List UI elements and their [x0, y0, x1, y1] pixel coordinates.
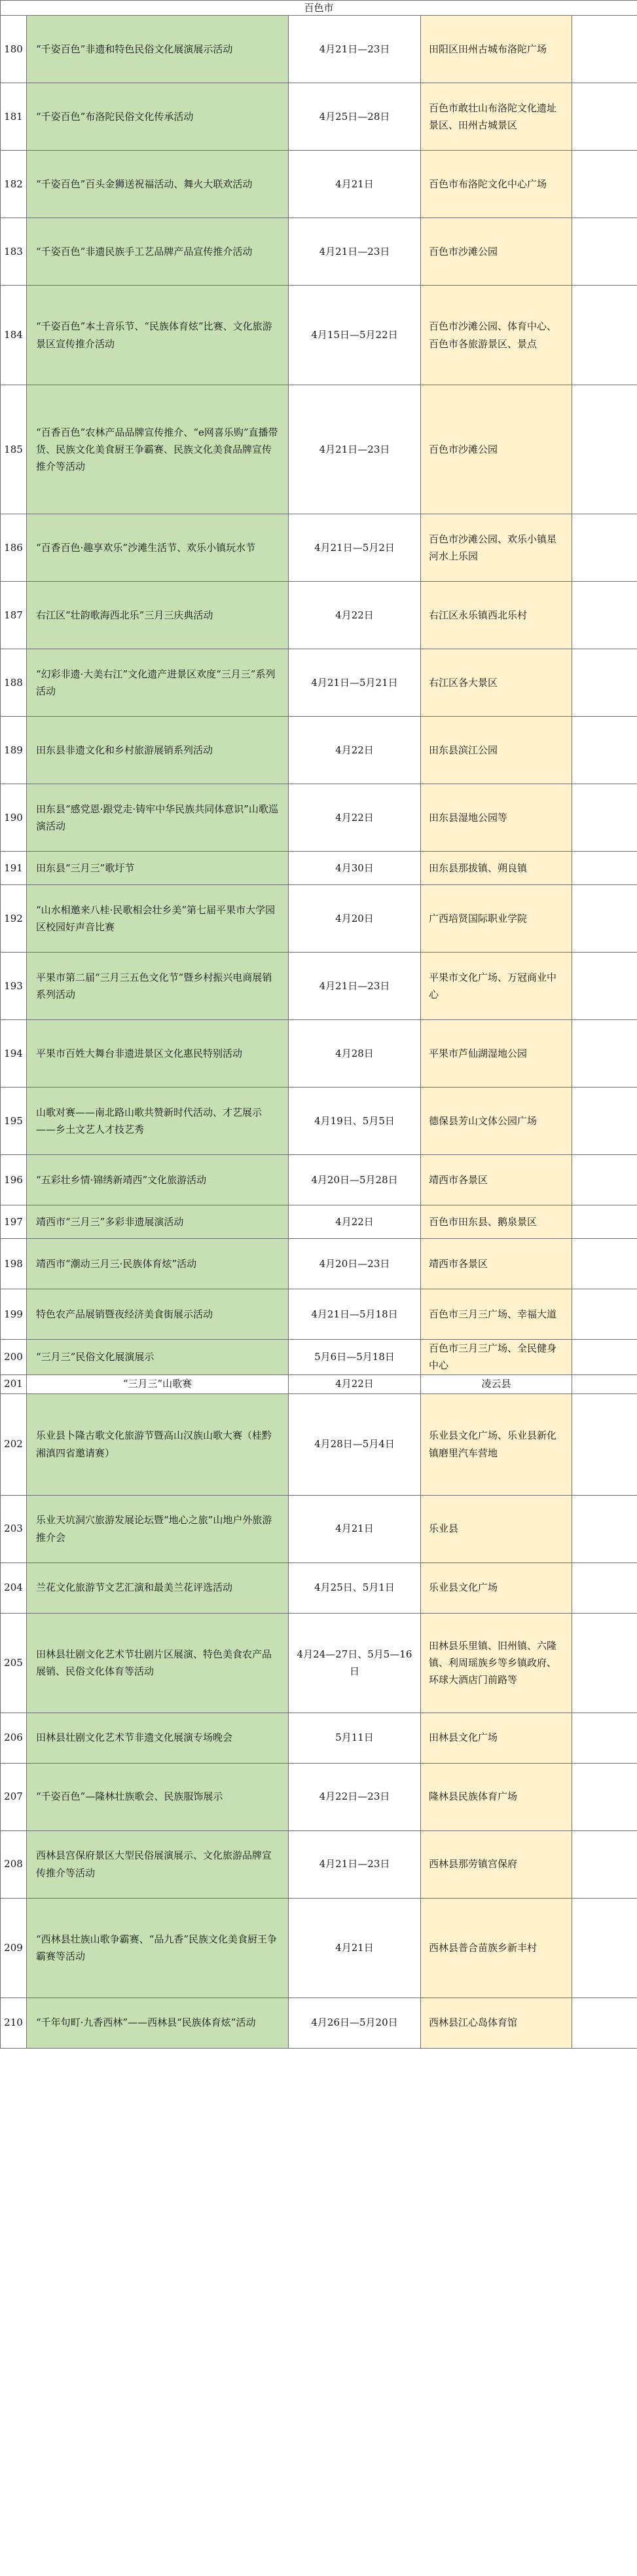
row-number: 186 [1, 514, 27, 582]
empty-cell [572, 1289, 637, 1340]
event-name: “西林县壮族山歌争霸赛、“品九香”民族文化美食厨王争霸赛等活动 [27, 1898, 289, 1998]
empty-cell [572, 1998, 637, 2048]
event-date: 4月28日—5月4日 [289, 1393, 421, 1495]
event-name: “千姿百色”百头金狮送祝福活动、舞火大联欢活动 [27, 151, 289, 218]
event-name: “三月三”山歌赛 [27, 1374, 289, 1393]
row-number: 193 [1, 953, 27, 1020]
event-date: 4月24—27日、5月5—16日 [289, 1613, 421, 1713]
row-number: 188 [1, 649, 27, 717]
event-name: “三月三”民俗文化展演展示 [27, 1340, 289, 1375]
event-venue: 隆林县民族体育广场 [421, 1763, 572, 1830]
event-date: 4月21日—23日 [289, 1830, 421, 1898]
event-date: 4月22日—23日 [289, 1763, 421, 1830]
event-name: “千姿百色”非遗和特色民俗文化展演展示活动 [27, 16, 289, 83]
event-name: 田东县非遗文化和乡村旅游展销系列活动 [27, 717, 289, 784]
row-number: 185 [1, 385, 27, 514]
event-name: “百香百色·趣享欢乐”沙滩生活节、欢乐小镇玩水节 [27, 514, 289, 582]
row-number: 202 [1, 1393, 27, 1495]
table-row [1, 784, 637, 852]
event-name: “幻彩非遗·大美右江”文化遗产进景区欢度“三月三”系列活动 [27, 649, 289, 717]
event-name: “千姿百色”本土音乐节、“民族体育炫”比赛、文化旅游景区宣传推介活动 [27, 286, 289, 385]
event-venue: 德保县芳山文体公园广场 [421, 1088, 572, 1155]
event-date: 4月22日 [289, 1374, 421, 1393]
event-name: “千姿百色”布洛陀民俗文化传承活动 [27, 83, 289, 151]
empty-cell [572, 1495, 637, 1563]
event-date: 4月21日—5月21日 [289, 649, 421, 717]
table-row [1, 1998, 637, 2048]
table-row [1, 1155, 637, 1205]
table-row [1, 1613, 637, 1713]
event-venue: 百色市沙滩公园 [421, 218, 572, 286]
row-number: 203 [1, 1495, 27, 1563]
empty-cell [572, 717, 637, 784]
event-date: 4月15日—5月22日 [289, 286, 421, 385]
row-number: 181 [1, 83, 27, 151]
event-venue: 百色市布洛陀文化中心广场 [421, 151, 572, 218]
event-name: “千姿百色”—隆林壮族歌会、民族服饰展示 [27, 1763, 289, 1830]
row-number: 199 [1, 1289, 27, 1340]
table-row [1, 286, 637, 385]
event-date: 4月21日—5月18日 [289, 1289, 421, 1340]
table-row [1, 385, 637, 514]
event-venue: 田东县那拔镇、朔良镇 [421, 852, 572, 885]
event-name: “五彩壮乡情·锦绣新靖西”文化旅游活动 [27, 1155, 289, 1205]
table-row [1, 1020, 637, 1088]
event-date: 4月21日—23日 [289, 385, 421, 514]
event-date: 4月21日—23日 [289, 953, 421, 1020]
empty-cell [572, 1763, 637, 1830]
event-name: 田东县“三月三”歌圩节 [27, 852, 289, 885]
event-venue: 百色市三月三广场、全民健身中心 [421, 1340, 572, 1375]
event-venue: 右江区永乐镇西北乐村 [421, 582, 572, 649]
row-number: 197 [1, 1205, 27, 1239]
row-number: 190 [1, 784, 27, 852]
event-name: 西林县宫保府景区大型民俗展演展示、文化旅游品牌宣传推介等活动 [27, 1830, 289, 1898]
event-name: 右江区“壮韵歌海西北乐”三月三庆典活动 [27, 582, 289, 649]
event-date: 4月22日 [289, 1205, 421, 1239]
row-number: 206 [1, 1713, 27, 1763]
empty-cell [572, 1205, 637, 1239]
table-row [1, 852, 637, 885]
event-name: 乐业天坑洞穴旅游发展论坛暨“地心之旅”山地户外旅游推介会 [27, 1495, 289, 1563]
row-number: 204 [1, 1563, 27, 1613]
event-date: 5月11日 [289, 1713, 421, 1763]
row-number: 198 [1, 1239, 27, 1289]
row-number: 191 [1, 852, 27, 885]
event-date: 4月20日 [289, 885, 421, 953]
event-name: “千姿百色”非遗民族手工艺品牌产品宣传推介活动 [27, 218, 289, 286]
event-venue: 凌云县 [421, 1374, 572, 1393]
row-number: 201 [1, 1374, 27, 1393]
empty-cell [572, 852, 637, 885]
row-number: 210 [1, 1998, 27, 2048]
empty-cell [572, 151, 637, 218]
event-name: 平果市百姓大舞台非遗进景区文化惠民特别活动 [27, 1020, 289, 1088]
table-row [1, 1713, 637, 1763]
event-name: 兰花文化旅游节文艺汇演和最美兰花评选活动 [27, 1563, 289, 1613]
row-number: 208 [1, 1830, 27, 1898]
event-venue: 田阳区田州古城布洛陀广场 [421, 16, 572, 83]
event-name: 乐业县卜隆古歌文化旅游节暨高山汉族山歌大赛（桂黔湘滇四省邀请赛） [27, 1393, 289, 1495]
table-row [1, 83, 637, 151]
event-name: “千年句町·九香西林”——西林县“民族体育炫”活动 [27, 1998, 289, 2048]
event-venue: 百色市沙滩公园 [421, 385, 572, 514]
city-header-row [1, 1, 637, 16]
event-venue: 百色市田东县、鹅泉景区 [421, 1205, 572, 1239]
table-row [1, 582, 637, 649]
event-venue: 西林县江心岛体育馆 [421, 1998, 572, 2048]
event-venue: 百色市沙滩公园、欢乐小镇星河水上乐园 [421, 514, 572, 582]
event-name: 靖西市“三月三”多彩非遗展演活动 [27, 1205, 289, 1239]
empty-cell [572, 1830, 637, 1898]
empty-cell [572, 1088, 637, 1155]
table-row [1, 1205, 637, 1239]
event-name: 靖西市“潮动三月三·民族体育炫”活动 [27, 1239, 289, 1289]
empty-cell [572, 1898, 637, 1998]
table-row [1, 1830, 637, 1898]
row-number: 189 [1, 717, 27, 784]
empty-cell [572, 1340, 637, 1375]
event-date: 4月28日 [289, 1020, 421, 1088]
event-venue: 田东县湿地公园等 [421, 784, 572, 852]
table-row [1, 885, 637, 953]
row-number: 196 [1, 1155, 27, 1205]
event-venue: 广西培贤国际职业学院 [421, 885, 572, 953]
event-date: 4月25日、5月1日 [289, 1563, 421, 1613]
event-date: 4月21日 [289, 1495, 421, 1563]
row-number: 194 [1, 1020, 27, 1088]
table-row [1, 218, 637, 286]
row-number: 195 [1, 1088, 27, 1155]
event-venue: 靖西市各景区 [421, 1239, 572, 1289]
event-name: 山歌对赛——南北路山歌共赞新时代活动、才艺展示——乡土文艺人才技艺秀 [27, 1088, 289, 1155]
table-row [1, 1374, 637, 1393]
event-venue: 田林县乐里镇、旧州镇、六隆镇、利周瑶族乡等乡镇政府、环球大酒店门前路等 [421, 1613, 572, 1713]
empty-cell [572, 1155, 637, 1205]
empty-cell [572, 218, 637, 286]
event-date: 4月26日—5月20日 [289, 1998, 421, 2048]
empty-cell [572, 1393, 637, 1495]
row-number: 180 [1, 16, 27, 83]
row-number: 192 [1, 885, 27, 953]
event-venue: 田东县滨江公园 [421, 717, 572, 784]
table-row [1, 1763, 637, 1830]
empty-cell [572, 1239, 637, 1289]
event-date: 4月25日—28日 [289, 83, 421, 151]
event-name: 田林县壮剧文化艺术节壮剧片区展演、特色美食农产品展销、民俗文化体育等活动 [27, 1613, 289, 1713]
event-name: “山水相邀来八桂·民歌相会壮乡美”第七届平果市大学园区校园好声音比赛 [27, 885, 289, 953]
empty-cell [572, 1374, 637, 1393]
event-date: 4月30日 [289, 852, 421, 885]
row-number: 200 [1, 1340, 27, 1375]
table-row [1, 953, 637, 1020]
event-name: 特色农产品展销暨夜经济美食街展示活动 [27, 1289, 289, 1340]
event-date: 4月22日 [289, 582, 421, 649]
event-venue: 乐业县文化广场、乐业县新化镇磨里汽车营地 [421, 1393, 572, 1495]
event-date: 4月19日、5月5日 [289, 1088, 421, 1155]
row-number: 183 [1, 218, 27, 286]
row-number: 187 [1, 582, 27, 649]
table-row [1, 1495, 637, 1563]
event-name: 平果市第二届“三月三五色文化节”暨乡村振兴电商展销系列活动 [27, 953, 289, 1020]
event-venue: 右江区各大景区 [421, 649, 572, 717]
table-row [1, 1898, 637, 1998]
table-row [1, 1563, 637, 1613]
event-date: 4月20日—5月28日 [289, 1155, 421, 1205]
empty-cell [572, 1020, 637, 1088]
row-number: 205 [1, 1613, 27, 1713]
row-number: 209 [1, 1898, 27, 1998]
empty-cell [572, 649, 637, 717]
table-row [1, 1088, 637, 1155]
row-number: 184 [1, 286, 27, 385]
table-row [1, 717, 637, 784]
empty-cell [572, 784, 637, 852]
event-date: 4月21日—5月2日 [289, 514, 421, 582]
event-name: “百香百色”农林产品品牌宣传推介、“e网喜乐购”直播带货、民族文化美食厨王争霸赛、民族文化美食品牌宣传推介等活动 [27, 385, 289, 514]
event-date: 4月21日—23日 [289, 16, 421, 83]
table-row [1, 1340, 637, 1375]
event-date: 4月22日 [289, 784, 421, 852]
empty-cell [572, 1563, 637, 1613]
event-name: 田林县壮剧文化艺术节非遗文化展演专场晚会 [27, 1713, 289, 1763]
empty-cell [572, 1613, 637, 1713]
event-date: 4月21日—23日 [289, 218, 421, 286]
event-venue: 平果市芦仙湖湿地公园 [421, 1020, 572, 1088]
empty-cell [572, 16, 637, 83]
table-row [1, 151, 637, 218]
event-date: 5月6日—5月18日 [289, 1340, 421, 1375]
table-row [1, 16, 637, 83]
event-venue: 百色市沙滩公园、体育中心、百色市各旅游景区、景点 [421, 286, 572, 385]
table-row [1, 1393, 637, 1495]
event-venue: 平果市文化广场、万冠商业中心 [421, 953, 572, 1020]
event-venue: 乐业县 [421, 1495, 572, 1563]
event-date: 4月21日 [289, 1898, 421, 1998]
row-number: 182 [1, 151, 27, 218]
event-venue: 西林县那劳镇宫保府 [421, 1830, 572, 1898]
event-venue: 百色市敢壮山布洛陀文化遗址景区、田州古城景区 [421, 83, 572, 151]
event-date: 4月22日 [289, 717, 421, 784]
event-venue: 百色市三月三广场、幸福大道 [421, 1289, 572, 1340]
empty-cell [572, 582, 637, 649]
event-venue: 西林县普合苗族乡新丰村 [421, 1898, 572, 1998]
empty-cell [572, 885, 637, 953]
row-number: 207 [1, 1763, 27, 1830]
event-date: 4月21日 [289, 151, 421, 218]
event-name: 田东县“感党恩·跟党走·铸牢中华民族共同体意识”山歌巡演活动 [27, 784, 289, 852]
event-venue: 乐业县文化广场 [421, 1563, 572, 1613]
empty-cell [572, 953, 637, 1020]
event-date: 4月20日—23日 [289, 1239, 421, 1289]
empty-cell [572, 1713, 637, 1763]
table-row [1, 1289, 637, 1340]
table-row [1, 649, 637, 717]
event-venue: 靖西市各景区 [421, 1155, 572, 1205]
empty-cell [572, 286, 637, 385]
empty-cell [572, 385, 637, 514]
table-row [1, 1239, 637, 1289]
empty-cell [572, 514, 637, 582]
city-header: 百色市 [1, 1, 637, 16]
table-row [1, 514, 637, 582]
event-venue: 田林县文化广场 [421, 1713, 572, 1763]
empty-cell [572, 83, 637, 151]
